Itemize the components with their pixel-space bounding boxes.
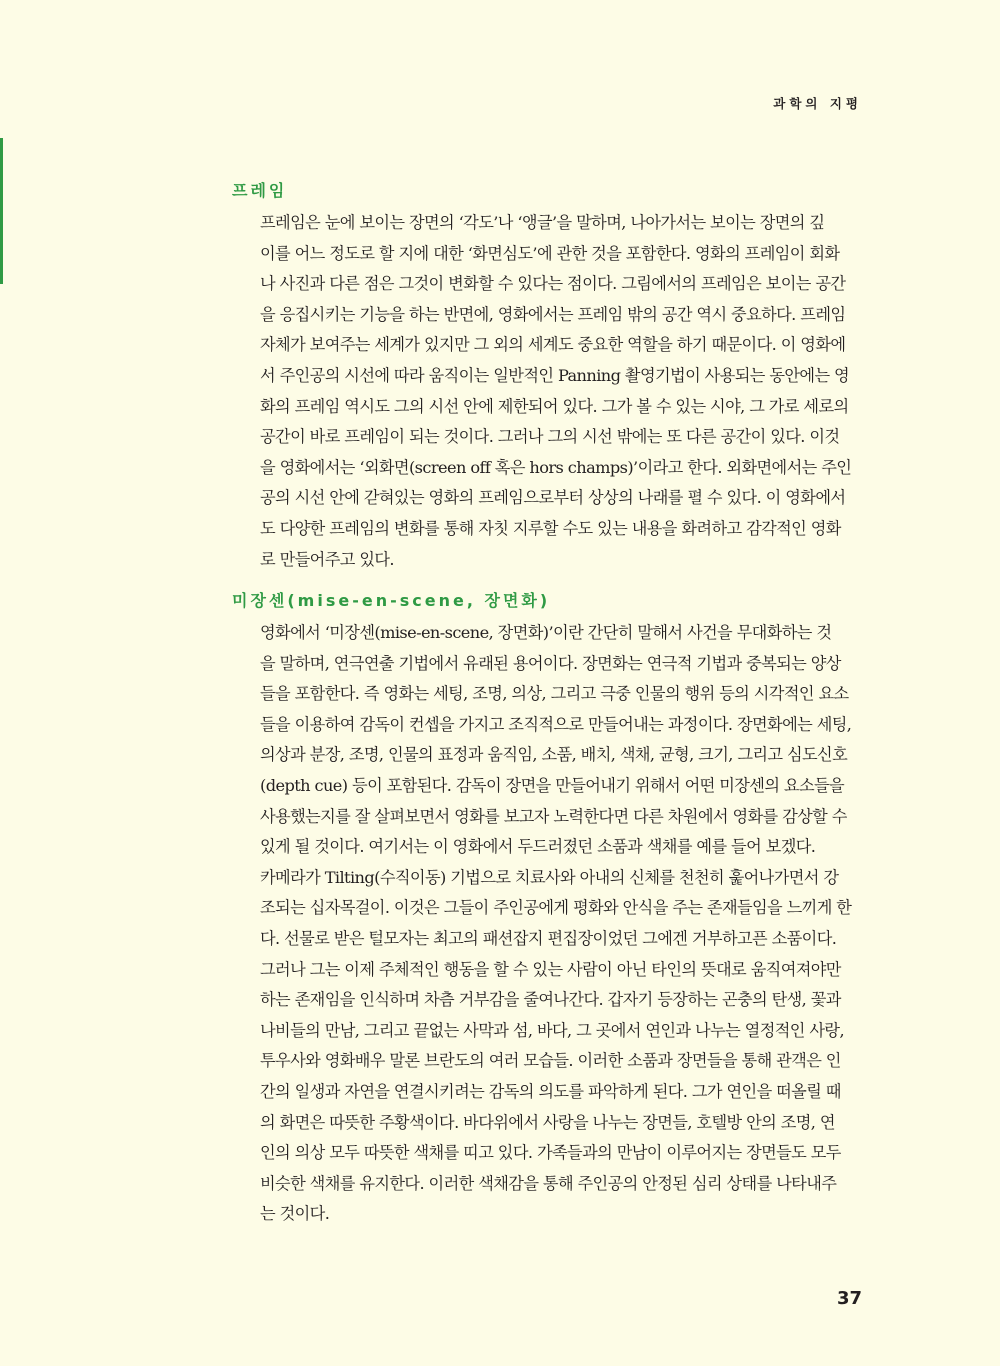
text-line: 사용했는지를 잘 살펴보면서 영화를 보고자 노력한다면 다른 차원에서 영화를 감상할 수 — [260, 806, 847, 826]
page-number: 37 — [836, 1288, 862, 1309]
text-line: 나비들의 만남, 그리고 끝없는 사막과 섬, 바다, 그 곳에서 연인과 나누는 열정적인 사랑, — [260, 1020, 844, 1040]
text-line: 는 것이다. — [260, 1204, 330, 1224]
text-line: 서 주인공의 시선에 따라 움직이는 일반적인 Panning 촬영기법이 사용되는 동안에는 영 — [260, 365, 850, 385]
section-frame — [232, 180, 862, 575]
text-line: 공의 시선 안에 갇혀있는 영화의 프레임으로부터 상상의 나래를 펼 수 있다. 이 영화에서 — [260, 488, 846, 508]
text-line: (depth cue) 등이 포함된다. 감독이 장면을 만들어내기 위해서 어떤 미장센의 요소들을 — [260, 775, 845, 795]
text-line: 카메라가 Tilting(수직이동) 기법으로 치료사와 아내의 신체를 천천히 훑어나가면서 강 — [260, 867, 839, 887]
text-line: 의 화면은 따뜻한 주황색이다. 바다위에서 사랑을 나누는 장면들, 호텔방 안의 조명, 연 — [260, 1112, 835, 1132]
text-line: 을 응집시키는 기능을 하는 반면에, 영화에서는 프레임 밖의 공간 역시 중요하다. 프레임 — [260, 304, 846, 324]
text-line: 영화에서 ‘미장센(mise-en-scene, 장면화)’이란 간단히 말해서 사건을 무대화하는 것 — [260, 623, 832, 642]
edge-accent-line — [0, 138, 3, 284]
text-line: 있게 될 것이다. 여기서는 이 영화에서 두드러졌던 소품과 색채를 예를 들어 보겠다. — [260, 837, 816, 857]
section-body-mise-en-scene — [260, 618, 862, 1230]
text-line: 들을 포함한다. 즉 영화는 세팅, 조명, 의상, 그리고 극중 인물의 행위 등의 시각적인 요소 — [260, 684, 849, 704]
text-line: 조되는 십자목걸이. 이것은 그들이 주인공에게 평화와 안식을 주는 존재들임을 느끼게 한 — [260, 898, 852, 918]
text-line: 하는 존재임을 인식하며 차츰 거부감을 줄여나간다. 갑자기 등장하는 곤충의 탄생, 꽃과 — [260, 990, 841, 1010]
text-line: 화의 프레임 역시도 그의 시선 안에 제한되어 있다. 그가 볼 수 있는 시야, 그 가로 세로의 — [260, 396, 849, 416]
section-heading-frame: 프레임 — [232, 181, 288, 200]
text-line: 을 영화에서는 ‘외화면(screen off 혹은 hors champs)’이라고 한다. 외화면에서는 주인 — [260, 457, 852, 477]
text-line: 간의 일생과 자연을 연결시키려는 감독의 의도를 파악하게 된다. 그가 연인을 떠올릴 때 — [260, 1081, 841, 1101]
running-header: 과학의 지평 — [773, 96, 862, 111]
text-line: 인의 의상 모두 따뜻한 색채를 띠고 있다. 가족들과의 만남이 이루어지는 장면들도 모두 — [260, 1143, 841, 1163]
text-line: 자체가 보여주는 세계가 있지만 그 외의 세계도 중요한 역할을 하기 때문이다. 이 영화에 — [260, 335, 846, 355]
section-mise-en-scene — [232, 590, 862, 1230]
text-line: 그러나 그는 이제 주체적인 행동을 할 수 있는 사람이 아닌 타인의 뜻대로 움직여져야만 — [260, 959, 841, 979]
text-line: 다. 선물로 받은 털모자는 최고의 패션잡지 편집장이었던 그에겐 거부하고픈 소품이다. — [260, 928, 837, 948]
text-line: 을 말하며, 연극연출 기법에서 유래된 용어이다. 장면화는 연극적 기법과 중복되는 양상 — [260, 653, 841, 673]
text-line: 나 사진과 다른 점은 그것이 변화할 수 있다는 점이다. 그림에서의 프레임은 보이는 공간 — [260, 274, 846, 294]
section-heading-mise-en-scene: 미장센(mise-en-scene, 장면화) — [232, 591, 551, 610]
text-line: 프레임은 눈에 보이는 장면의 ‘각도’나 ‘앵글’을 말하며, 나아가서는 보이는 장면의 깊 — [260, 213, 825, 232]
text-line: 비슷한 색채를 유지한다. 이러한 색채감을 통해 주인공의 안정된 심리 상태를 나타내주 — [260, 1173, 837, 1193]
text-line: 이를 어느 정도로 할 지에 대한 ‘화면심도’에 관한 것을 포함한다. 영화의 프레임이 회화 — [260, 243, 840, 263]
text-line: 도 다양한 프레임의 변화를 통해 자칫 지루할 수도 있는 내용을 화려하고 감각적인 영화 — [260, 518, 841, 538]
text-line: 로 만들어주고 있다. — [260, 549, 394, 569]
text-line: 투우사와 영화배우 말론 브란도의 여러 모습들. 이러한 소품과 장면들을 통해 관객은 인 — [260, 1051, 841, 1071]
text-line: 공간이 바로 프레임이 되는 것이다. 그러나 그의 시선 밖에는 또 다른 공간이 있다. 이것 — [260, 427, 840, 447]
section-body-frame — [260, 208, 862, 575]
text-line: 들을 이용하여 감독이 컨셉을 가지고 조직적으로 만들어내는 과정이다. 장면화에는 세팅, — [260, 714, 852, 734]
text-line: 의상과 분장, 조명, 인물의 표정과 움직임, 소품, 배치, 색채, 균형, 크기, 그리고 심도신호 — [260, 745, 848, 765]
